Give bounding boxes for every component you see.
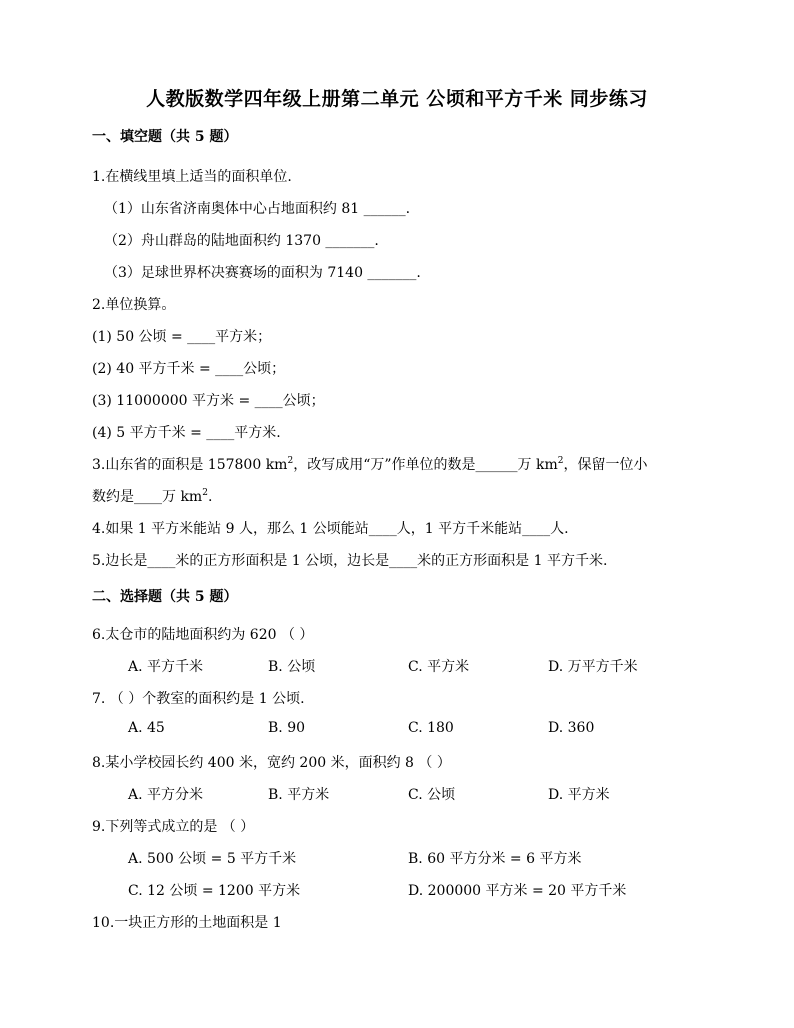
q6-option-c: C. 平方米 <box>408 659 470 675</box>
q3-line-2 <box>92 486 212 506</box>
q2-item-1: (1) 50 公顷 = ____平方米； <box>92 329 272 345</box>
q2-item-4: (4) 5 平方千米 = ____平方米. <box>92 425 281 441</box>
q8-option-a: A. 平方分米 <box>128 787 204 803</box>
q9-option-c: C. 12 公顷 = 1200 平方米 <box>128 883 301 899</box>
q1-item-2: （2）舟山群岛的陆地面积约 1370 _______. <box>104 233 379 249</box>
q1-item-1: （1）山东省济南奥体中心占地面积约 81 ______. <box>104 201 411 217</box>
section-heading-fill-in: 一、填空题（共 5 题） <box>92 129 238 145</box>
q7-option-c: C. 180 <box>408 720 454 736</box>
q8-options <box>128 784 708 804</box>
q3-line-1 <box>92 454 647 474</box>
q3-text-b: ，改写成用“万”作单位的数是______万 km <box>293 457 558 473</box>
q7-option-d: D. 360 <box>548 720 595 736</box>
q8-option-c: C. 公顷 <box>408 787 456 803</box>
q10-stem: 10.一块正方形的土地面积是 1 <box>92 915 282 931</box>
q6-options <box>128 656 708 676</box>
q4-stem: 4.如果 1 平方米能站 9 人，那么 1 公顷能站____人，1 平方千米能站____人. <box>92 521 569 537</box>
page-title: 人教版数学四年级上册第二单元 公顷和平方千米 同步练习 <box>146 88 648 110</box>
q8-stem: 8.某小学校园长约 400 米，宽约 200 米，面积约 8 （ ） <box>92 755 451 771</box>
q7-option-b: B. 90 <box>268 720 306 736</box>
q2-item-2: (2) 40 平方千米 = ____公顷； <box>92 361 286 377</box>
q5-stem: 5.边长是____米的正方形面积是 1 公顷，边长是____米的正方形面积是 1 平方千米. <box>92 553 608 569</box>
q7-stem: 7. （ ）个教室的面积约是 1 公顷. <box>92 691 305 707</box>
q3-text-c: ，保留一位小 <box>563 457 648 473</box>
superscript-2: 2 <box>287 456 294 466</box>
q6-option-d: D. 万平方千米 <box>548 659 638 675</box>
q3-text-d: 数约是____万 km <box>92 489 203 505</box>
superscript-2: 2 <box>557 456 564 466</box>
q8-option-d: D. 平方米 <box>548 787 610 803</box>
q9-options-row-1 <box>128 848 708 868</box>
q9-option-b: B. 60 平方分米 = 6 平方米 <box>408 851 582 867</box>
q2-stem: 2.单位换算。 <box>92 297 176 313</box>
section-heading-choice: 二、选择题（共 5 题） <box>92 589 238 605</box>
q2-item-3: (3) 11000000 平方米 = ____公顷； <box>92 393 325 409</box>
q9-option-d: D. 200000 平方米 = 20 平方千米 <box>408 883 627 899</box>
q7-options <box>128 720 708 736</box>
q1-item-3: （3）足球世界杯决赛赛场的面积为 7140 _______. <box>104 265 421 281</box>
q9-stem: 9.下列等式成立的是 （ ） <box>92 819 255 835</box>
q8-option-b: B. 平方米 <box>268 787 330 803</box>
q6-option-a: A. 平方千米 <box>128 659 204 675</box>
q7-option-a: A. 45 <box>128 720 165 736</box>
q6-option-b: B. 公顷 <box>268 659 316 675</box>
q6-stem: 6.太仓市的陆地面积约为 620 （ ） <box>92 627 314 643</box>
q3-text-e: . <box>207 489 213 505</box>
q1-stem: 1.在横线里填上适当的面积单位. <box>92 169 292 185</box>
q9-options-row-2 <box>128 880 708 900</box>
q9-option-a: A. 500 公顷 = 5 平方千米 <box>128 851 297 867</box>
superscript-2: 2 <box>202 488 208 498</box>
q3-text-a: 3.山东省的面积是 157800 km <box>92 457 288 473</box>
